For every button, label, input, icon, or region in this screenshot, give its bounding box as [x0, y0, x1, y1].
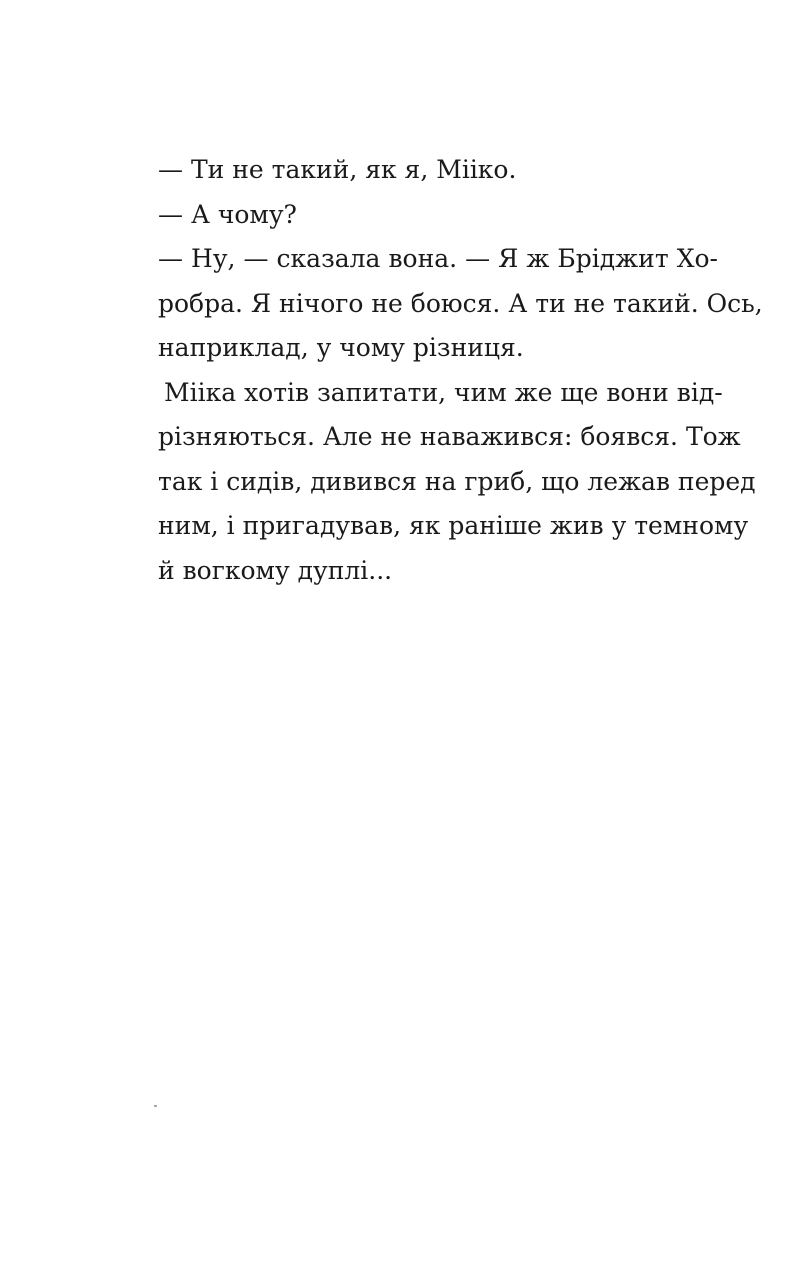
page-text	[158, 148, 763, 593]
text-line-3: — Ну, — сказала вона. — Я ж Бріджит Хо-	[158, 244, 718, 273]
text-line-7: різняються. Але не наважився: боявся. Тож	[158, 422, 741, 451]
text-line-2: — А чому?	[158, 199, 297, 229]
text-line-6: Мііка хотів запитати, чим же ще вони від-	[164, 377, 723, 407]
text-line-1: — Ти не такий, як я, Мііко.	[158, 155, 517, 184]
print-speck	[154, 1105, 157, 1107]
text-line-8: так і сидів, дивився на гриб, що лежав перед	[158, 466, 756, 496]
text-line-5: наприклад, у чому різниця.	[158, 333, 524, 362]
text-line-10: й вогкому дуплі...	[158, 555, 393, 585]
text-line-4: робра. Я нічого не боюся. А ти не такий. Ось,	[158, 288, 763, 318]
text-line-9: ним, і пригадував, як раніше жив у темному	[158, 511, 749, 540]
